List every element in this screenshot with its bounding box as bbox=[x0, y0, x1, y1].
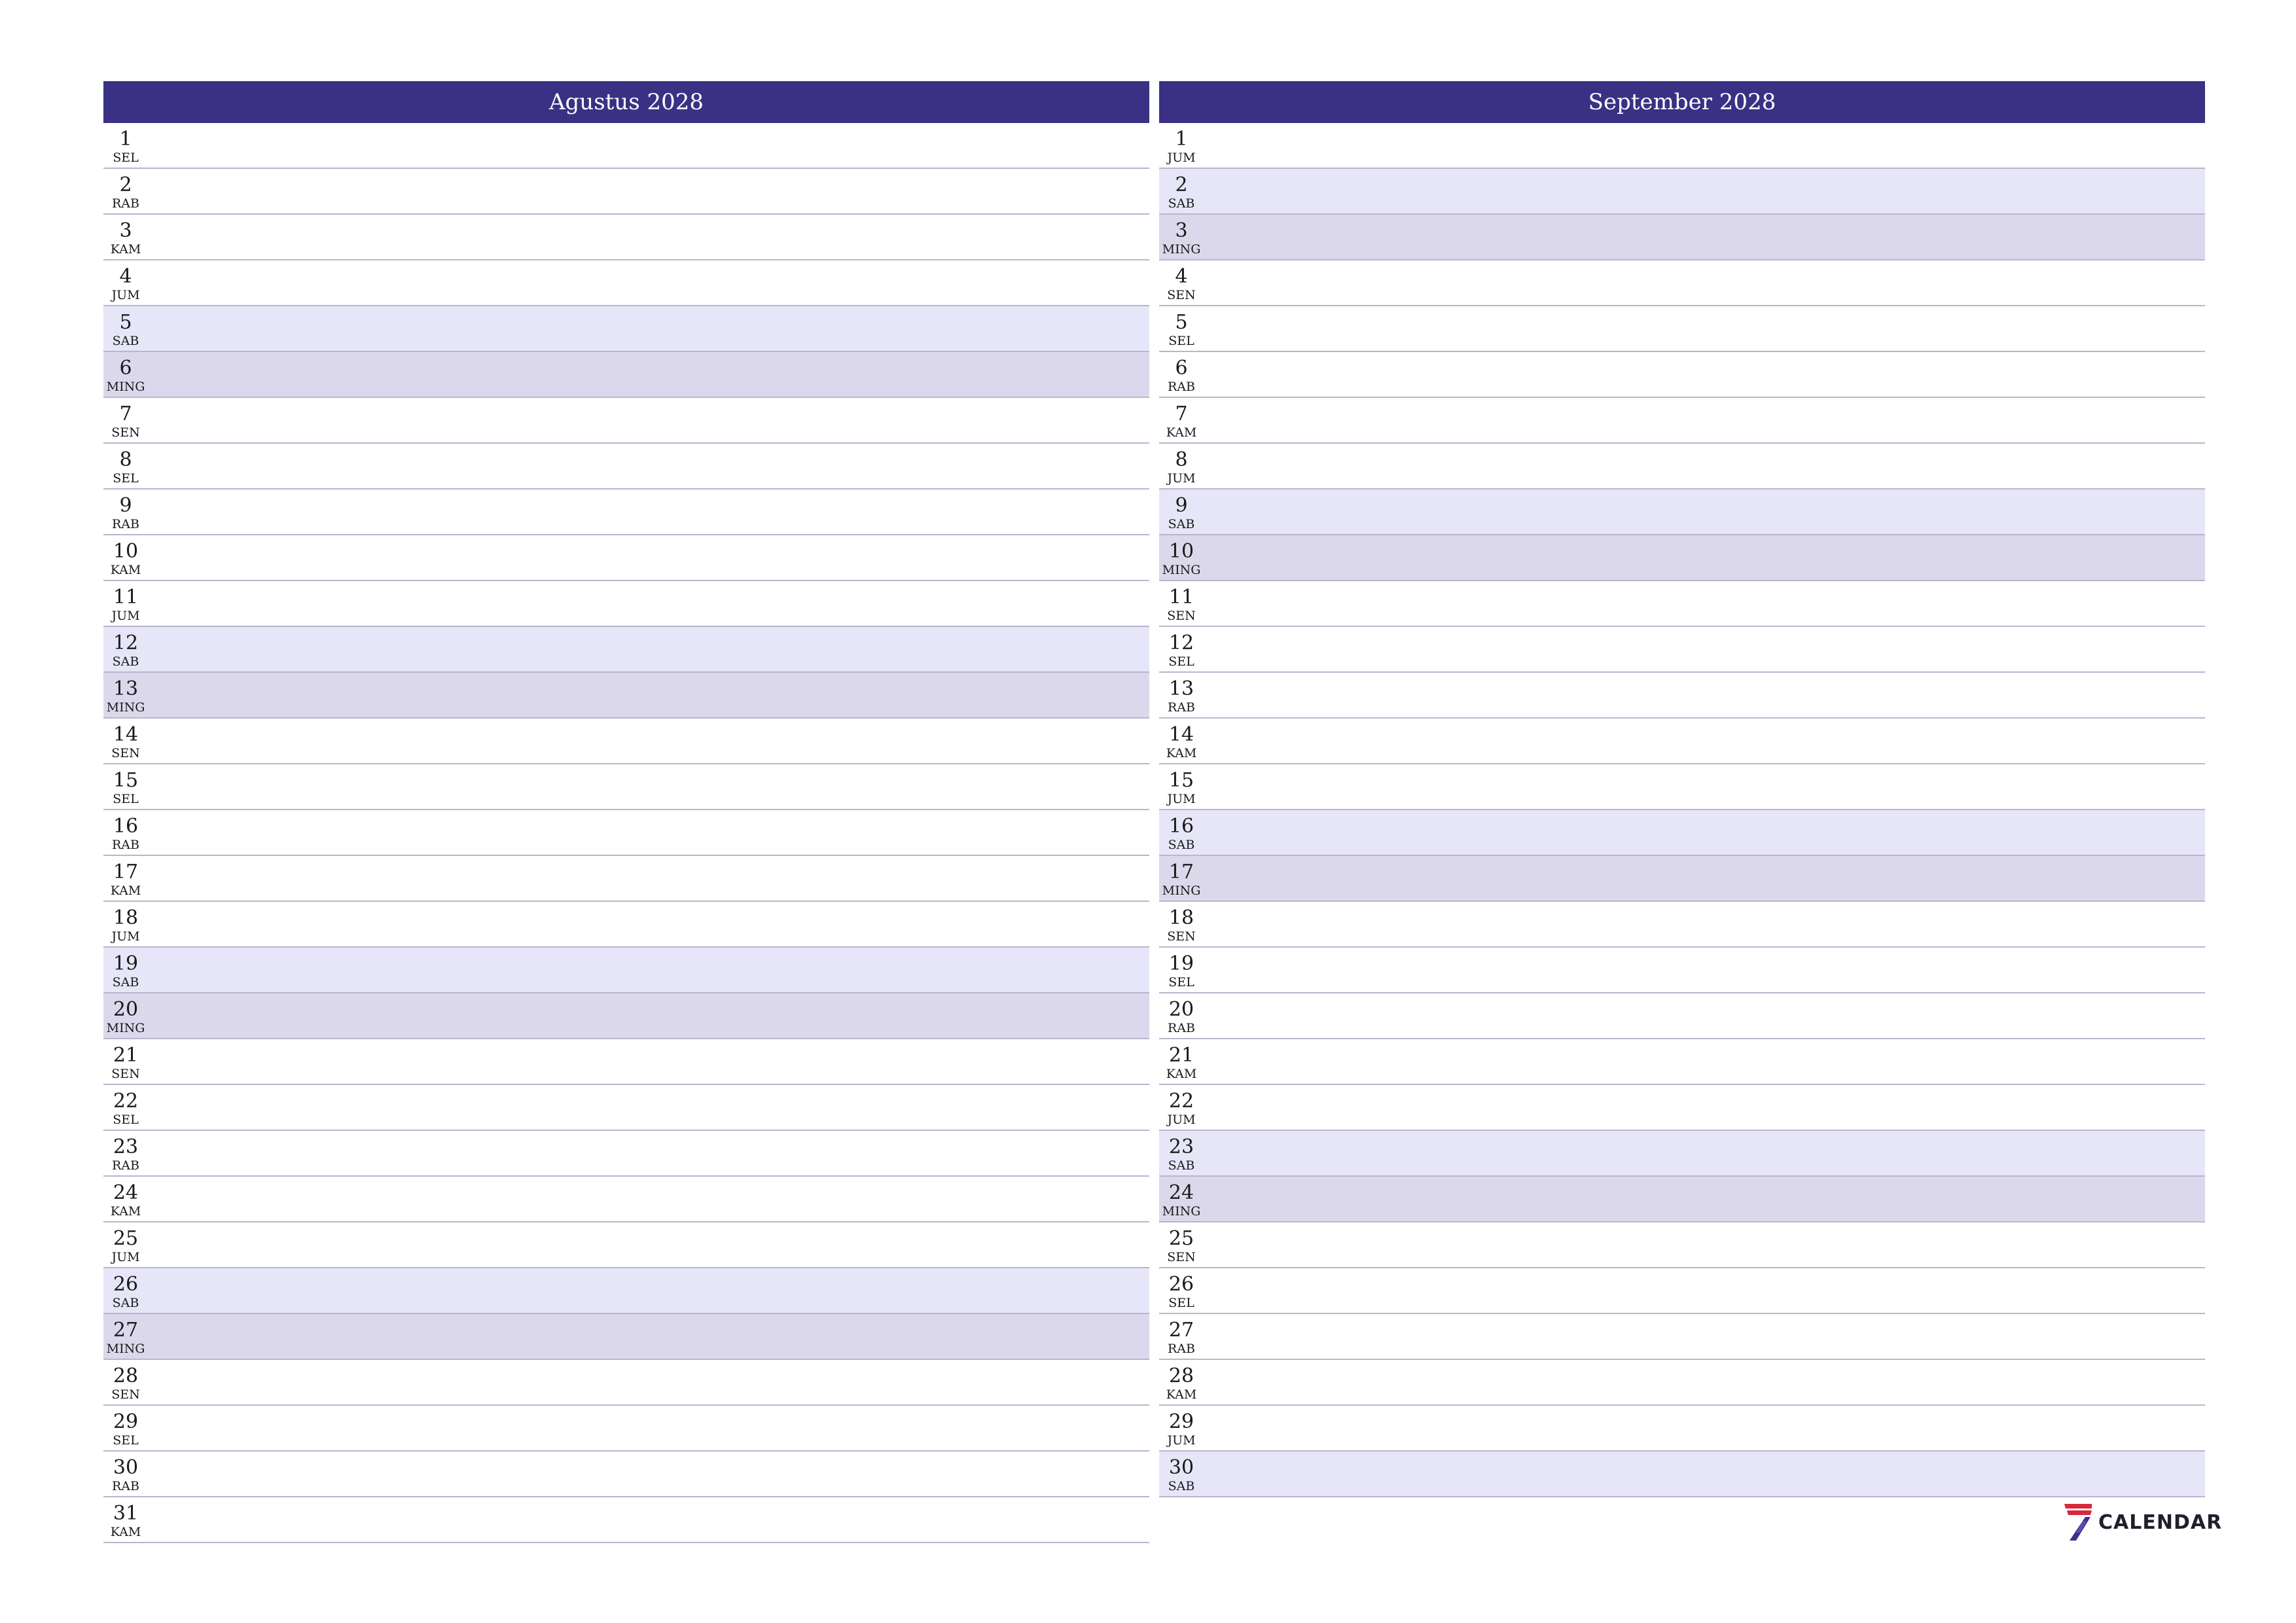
day-row[interactable] bbox=[103, 902, 1149, 948]
seven-logo-icon bbox=[2063, 1504, 2092, 1541]
day-row[interactable] bbox=[1159, 490, 2205, 535]
day-cell bbox=[1159, 535, 1204, 580]
day-cell bbox=[103, 169, 148, 213]
day-cell bbox=[1159, 1131, 1204, 1175]
day-row[interactable] bbox=[1159, 1314, 2205, 1360]
day-row[interactable] bbox=[1159, 719, 2205, 764]
day-row[interactable] bbox=[1159, 215, 2205, 260]
day-row[interactable] bbox=[1159, 627, 2205, 673]
day-number: 22 bbox=[1168, 1090, 1194, 1113]
day-cell bbox=[1159, 260, 1204, 305]
day-row[interactable] bbox=[1159, 1360, 2205, 1406]
day-cell bbox=[103, 306, 148, 351]
day-name: RAB bbox=[112, 1158, 139, 1173]
day-number: 27 bbox=[1168, 1319, 1194, 1342]
day-row[interactable] bbox=[103, 1039, 1149, 1085]
day-number: 4 bbox=[119, 265, 132, 288]
day-row[interactable] bbox=[103, 627, 1149, 673]
month-august bbox=[103, 81, 1149, 1543]
day-cell bbox=[1159, 1360, 1204, 1404]
day-cell bbox=[1159, 169, 1204, 213]
day-number: 20 bbox=[113, 998, 139, 1021]
day-number: 26 bbox=[113, 1273, 139, 1296]
day-number: 24 bbox=[1168, 1181, 1194, 1204]
day-cell bbox=[103, 1039, 148, 1084]
day-number: 20 bbox=[1168, 998, 1194, 1021]
day-row[interactable] bbox=[103, 306, 1149, 352]
day-row[interactable] bbox=[103, 856, 1149, 902]
day-cell bbox=[103, 810, 148, 855]
day-row[interactable] bbox=[103, 1497, 1149, 1543]
day-cell bbox=[103, 123, 148, 168]
day-row[interactable] bbox=[1159, 1268, 2205, 1314]
day-row[interactable] bbox=[1159, 1085, 2205, 1131]
day-name: RAB bbox=[112, 517, 139, 531]
day-number: 3 bbox=[1175, 219, 1188, 242]
day-number: 14 bbox=[113, 723, 139, 746]
day-number: 17 bbox=[113, 861, 139, 883]
day-name: SEN bbox=[1167, 929, 1196, 944]
day-number: 2 bbox=[119, 173, 132, 196]
day-number: 6 bbox=[1175, 357, 1188, 380]
day-list bbox=[1159, 123, 2205, 1497]
day-row[interactable] bbox=[103, 169, 1149, 215]
day-number: 9 bbox=[119, 494, 132, 517]
day-name: SAB bbox=[1168, 1158, 1195, 1173]
brand-logo-text: CALENDAR bbox=[2098, 1510, 2223, 1534]
day-row[interactable] bbox=[1159, 535, 2205, 581]
day-name: KAM bbox=[1166, 1067, 1197, 1081]
day-number: 7 bbox=[119, 402, 132, 425]
day-name: SAB bbox=[112, 975, 139, 990]
day-name: KAM bbox=[110, 242, 141, 257]
day-name: JUM bbox=[1167, 1433, 1196, 1448]
day-cell bbox=[103, 1222, 148, 1267]
day-row[interactable] bbox=[103, 1314, 1149, 1360]
day-row[interactable] bbox=[1159, 1131, 2205, 1177]
day-cell bbox=[1159, 123, 1204, 168]
day-name: JUM bbox=[111, 288, 140, 302]
day-cell bbox=[1159, 1268, 1204, 1313]
day-cell bbox=[103, 1268, 148, 1313]
day-row[interactable] bbox=[1159, 1177, 2205, 1222]
day-row[interactable] bbox=[103, 1360, 1149, 1406]
day-name: SAB bbox=[1168, 1479, 1195, 1493]
day-name: SEN bbox=[1167, 1250, 1196, 1264]
day-name: SEL bbox=[1168, 334, 1194, 348]
day-name: JUM bbox=[1167, 151, 1196, 165]
day-number: 19 bbox=[1168, 952, 1194, 975]
day-number: 28 bbox=[1168, 1364, 1194, 1387]
day-number: 12 bbox=[1168, 632, 1194, 654]
day-cell bbox=[1159, 810, 1204, 855]
day-name: SEN bbox=[1167, 609, 1196, 623]
day-number: 12 bbox=[113, 632, 139, 654]
day-cell bbox=[1159, 993, 1204, 1038]
day-name: SEL bbox=[113, 1433, 139, 1448]
day-number: 9 bbox=[1175, 494, 1188, 517]
day-cell bbox=[103, 764, 148, 809]
day-row[interactable] bbox=[1159, 581, 2205, 627]
day-row[interactable] bbox=[103, 398, 1149, 444]
day-number: 13 bbox=[1168, 677, 1194, 700]
day-cell bbox=[103, 1177, 148, 1221]
day-cell bbox=[103, 948, 148, 992]
day-cell bbox=[103, 993, 148, 1038]
day-number: 11 bbox=[113, 586, 139, 609]
day-cell bbox=[1159, 1039, 1204, 1084]
day-name: SEL bbox=[113, 471, 139, 486]
day-cell bbox=[103, 627, 148, 671]
day-cell bbox=[1159, 719, 1204, 763]
day-cell bbox=[1159, 627, 1204, 671]
day-cell bbox=[103, 581, 148, 626]
day-cell bbox=[103, 444, 148, 488]
brand-logo bbox=[2063, 1504, 2222, 1541]
month-title: Agustus 2028 bbox=[103, 81, 1149, 123]
day-row[interactable] bbox=[103, 352, 1149, 398]
day-row[interactable] bbox=[103, 810, 1149, 856]
day-cell bbox=[103, 215, 148, 259]
day-cell bbox=[1159, 1406, 1204, 1450]
day-cell bbox=[1159, 1085, 1204, 1130]
day-number: 6 bbox=[119, 357, 132, 380]
day-name: SEL bbox=[113, 151, 139, 165]
day-number: 23 bbox=[113, 1135, 139, 1158]
day-row[interactable] bbox=[1159, 169, 2205, 215]
day-name: SAB bbox=[112, 654, 139, 669]
day-number: 13 bbox=[113, 677, 139, 700]
day-cell bbox=[1159, 306, 1204, 351]
day-name: RAB bbox=[1168, 1021, 1195, 1035]
day-number: 25 bbox=[113, 1227, 139, 1250]
day-name: MING bbox=[1162, 563, 1201, 577]
day-number: 10 bbox=[1168, 540, 1194, 563]
day-name: MING bbox=[106, 1342, 145, 1356]
day-row[interactable] bbox=[1159, 673, 2205, 719]
day-row[interactable] bbox=[1159, 810, 2205, 856]
day-name: KAM bbox=[110, 883, 141, 898]
day-name: SEN bbox=[1167, 288, 1196, 302]
day-name: KAM bbox=[1166, 746, 1197, 760]
day-name: RAB bbox=[1168, 1342, 1195, 1356]
day-row[interactable] bbox=[1159, 902, 2205, 948]
day-name: KAM bbox=[110, 563, 141, 577]
day-cell bbox=[103, 260, 148, 305]
day-row[interactable] bbox=[103, 1406, 1149, 1452]
day-name: SEL bbox=[1168, 654, 1194, 669]
day-row[interactable] bbox=[103, 1268, 1149, 1314]
day-cell bbox=[103, 1360, 148, 1404]
day-number: 22 bbox=[113, 1090, 139, 1113]
day-cell bbox=[1159, 398, 1204, 442]
day-cell bbox=[103, 719, 148, 763]
day-row[interactable] bbox=[103, 948, 1149, 993]
day-cell bbox=[103, 535, 148, 580]
day-cell bbox=[103, 902, 148, 946]
day-row[interactable] bbox=[1159, 123, 2205, 169]
day-number: 25 bbox=[1168, 1227, 1194, 1250]
day-row[interactable] bbox=[103, 1131, 1149, 1177]
day-row[interactable] bbox=[1159, 1039, 2205, 1085]
day-number: 16 bbox=[113, 815, 139, 838]
day-row[interactable] bbox=[103, 535, 1149, 581]
day-cell bbox=[1159, 1222, 1204, 1267]
month-title: September 2028 bbox=[1159, 81, 2205, 123]
day-cell bbox=[103, 1314, 148, 1359]
day-number: 30 bbox=[1168, 1456, 1194, 1479]
day-name: JUM bbox=[1167, 1113, 1196, 1127]
day-number: 1 bbox=[1175, 128, 1188, 151]
day-number: 21 bbox=[1168, 1044, 1194, 1067]
day-number: 15 bbox=[113, 769, 139, 792]
day-cell bbox=[1159, 1177, 1204, 1221]
day-name: JUM bbox=[1167, 792, 1196, 806]
day-name: MING bbox=[106, 380, 145, 394]
day-name: JUM bbox=[111, 609, 140, 623]
day-number: 10 bbox=[113, 540, 139, 563]
day-row[interactable] bbox=[1159, 398, 2205, 444]
month-september bbox=[1159, 81, 2205, 1497]
day-name: SAB bbox=[1168, 517, 1195, 531]
day-name: SAB bbox=[1168, 838, 1195, 852]
day-cell bbox=[1159, 764, 1204, 809]
day-name: SEN bbox=[111, 746, 140, 760]
day-number: 4 bbox=[1175, 265, 1188, 288]
day-name: RAB bbox=[112, 1479, 139, 1493]
day-number: 16 bbox=[1168, 815, 1194, 838]
day-name: JUM bbox=[1167, 471, 1196, 486]
day-number: 8 bbox=[1175, 448, 1188, 471]
day-row[interactable] bbox=[1159, 948, 2205, 993]
day-cell bbox=[1159, 490, 1204, 534]
day-list bbox=[103, 123, 1149, 1543]
day-row[interactable] bbox=[1159, 993, 2205, 1039]
day-row[interactable] bbox=[103, 1452, 1149, 1497]
day-cell bbox=[103, 398, 148, 442]
day-number: 21 bbox=[113, 1044, 139, 1067]
day-row[interactable] bbox=[103, 719, 1149, 764]
day-cell bbox=[103, 1085, 148, 1130]
day-name: SEL bbox=[113, 792, 139, 806]
day-name: SAB bbox=[112, 1296, 139, 1310]
day-number: 8 bbox=[119, 448, 132, 471]
day-name: RAB bbox=[112, 838, 139, 852]
day-row[interactable] bbox=[1159, 764, 2205, 810]
day-cell bbox=[1159, 1314, 1204, 1359]
day-row[interactable] bbox=[1159, 1406, 2205, 1452]
day-name: SEL bbox=[1168, 975, 1194, 990]
day-cell bbox=[103, 490, 148, 534]
day-number: 29 bbox=[1168, 1410, 1194, 1433]
day-cell bbox=[103, 1131, 148, 1175]
day-number: 11 bbox=[1168, 586, 1194, 609]
day-name: SAB bbox=[112, 334, 139, 348]
day-row[interactable] bbox=[103, 123, 1149, 169]
day-cell bbox=[1159, 1452, 1204, 1496]
day-row[interactable] bbox=[1159, 260, 2205, 306]
day-name: KAM bbox=[110, 1525, 141, 1539]
day-cell bbox=[103, 673, 148, 717]
day-number: 30 bbox=[113, 1456, 139, 1479]
day-row[interactable] bbox=[103, 1085, 1149, 1131]
day-number: 2 bbox=[1175, 173, 1188, 196]
day-row[interactable] bbox=[103, 490, 1149, 535]
day-number: 29 bbox=[113, 1410, 139, 1433]
day-name: SEN bbox=[111, 425, 140, 440]
day-name: SAB bbox=[1168, 196, 1195, 211]
day-number: 19 bbox=[113, 952, 139, 975]
day-name: MING bbox=[1162, 1204, 1201, 1219]
day-cell bbox=[103, 1452, 148, 1496]
day-number: 17 bbox=[1168, 861, 1194, 883]
day-name: SEL bbox=[1168, 1296, 1194, 1310]
day-number: 26 bbox=[1168, 1273, 1194, 1296]
day-row[interactable] bbox=[103, 581, 1149, 627]
day-cell bbox=[1159, 215, 1204, 259]
day-row[interactable] bbox=[103, 1222, 1149, 1268]
day-cell bbox=[103, 1497, 148, 1542]
day-name: SEN bbox=[111, 1067, 140, 1081]
day-number: 5 bbox=[1175, 311, 1188, 334]
day-name: MING bbox=[106, 1021, 145, 1035]
day-cell bbox=[1159, 902, 1204, 946]
day-cell bbox=[1159, 352, 1204, 397]
day-name: RAB bbox=[1168, 700, 1195, 715]
day-row[interactable] bbox=[1159, 1452, 2205, 1497]
day-name: KAM bbox=[1166, 1387, 1197, 1402]
day-number: 31 bbox=[113, 1502, 139, 1525]
day-cell bbox=[1159, 581, 1204, 626]
day-cell bbox=[1159, 673, 1204, 717]
day-name: SEL bbox=[113, 1113, 139, 1127]
day-row[interactable] bbox=[1159, 352, 2205, 398]
day-number: 15 bbox=[1168, 769, 1194, 792]
day-number: 18 bbox=[113, 906, 139, 929]
day-row[interactable] bbox=[103, 444, 1149, 490]
day-cell bbox=[1159, 856, 1204, 901]
day-name: KAM bbox=[110, 1204, 141, 1219]
day-row[interactable] bbox=[103, 993, 1149, 1039]
day-row[interactable] bbox=[1159, 444, 2205, 490]
day-row[interactable] bbox=[103, 764, 1149, 810]
day-name: RAB bbox=[1168, 380, 1195, 394]
day-cell bbox=[103, 352, 148, 397]
day-number: 5 bbox=[119, 311, 132, 334]
day-number: 28 bbox=[113, 1364, 139, 1387]
day-name: JUM bbox=[111, 929, 140, 944]
day-name: JUM bbox=[111, 1250, 140, 1264]
day-row[interactable] bbox=[1159, 1222, 2205, 1268]
day-row[interactable] bbox=[103, 1177, 1149, 1222]
day-row[interactable] bbox=[1159, 306, 2205, 352]
day-name: MING bbox=[1162, 242, 1201, 257]
day-name: RAB bbox=[112, 196, 139, 211]
day-row[interactable] bbox=[103, 215, 1149, 260]
day-name: KAM bbox=[1166, 425, 1197, 440]
day-number: 23 bbox=[1168, 1135, 1194, 1158]
day-cell bbox=[103, 856, 148, 901]
day-row[interactable] bbox=[1159, 856, 2205, 902]
day-number: 7 bbox=[1175, 402, 1188, 425]
day-cell bbox=[1159, 444, 1204, 488]
day-cell bbox=[1159, 948, 1204, 992]
day-name: SEN bbox=[111, 1387, 140, 1402]
day-name: MING bbox=[1162, 883, 1201, 898]
day-row[interactable] bbox=[103, 673, 1149, 719]
day-number: 18 bbox=[1168, 906, 1194, 929]
day-number: 1 bbox=[119, 128, 132, 151]
day-number: 24 bbox=[113, 1181, 139, 1204]
day-name: MING bbox=[106, 700, 145, 715]
day-number: 27 bbox=[113, 1319, 139, 1342]
day-cell bbox=[103, 1406, 148, 1450]
day-row[interactable] bbox=[103, 260, 1149, 306]
day-number: 3 bbox=[119, 219, 132, 242]
day-number: 14 bbox=[1168, 723, 1194, 746]
